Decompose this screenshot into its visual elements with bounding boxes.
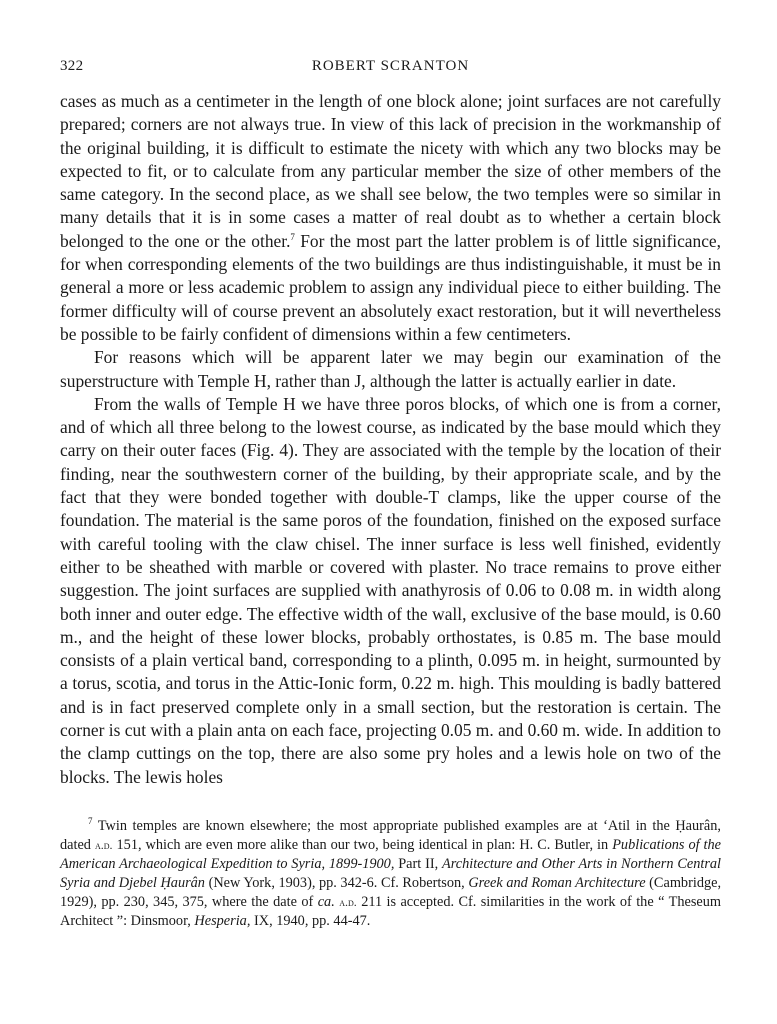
cited-title-architecture: Architecture and Other Arts in Northern Central Syria and Djebel Ḥaurân <box>60 855 722 891</box>
footnote-text-7: IX, 1940, pp. 44-47. <box>254 912 371 929</box>
era-abbreviation: a.d. <box>94 837 113 852</box>
paragraph-2: For reasons which will be apparent later we may begin our examination of the superstructure with Temple H, rather than J, although the latter is actually earlier in date. <box>60 347 721 391</box>
paragraph-1-continuation: For the most part the latter problem is of little significance, for when corresponding elements of the two buildings are thus indistinguishable, it must be in general a more or less academic problem to assign any individual piece to either building. The former difficulty will of course prevent an absolutely exact restoration, but it will nevertheless be possible to be fairly confident of dimensions within a few centimeters. <box>60 230 721 344</box>
cited-journal: Hesperia, <box>194 912 251 929</box>
footnote-text-6: 211 is accepted. Cf. similarities in the work of the “ Theseum Architect ”: Dinsmoor, <box>60 893 721 929</box>
footnote-text-4: (New York, 1903), pp. 342-6. Cf. Robertson, <box>208 874 465 891</box>
page <box>60 58 721 931</box>
running-head <box>60 58 721 84</box>
paragraph-3: From the walls of Temple H we have three poros blocks, of which one is from a corner, and of which all three belong to the lowest course, as indicated by the base mould which they carry on their outer faces (Fig. 4). They are associated with the temple by the location of their finding, near the southwestern corner of the building, by their appropriate scale, and by the fact that they were bonded together with double-T clamps, like the upper course of the foundation. The material is the same poros of the foundation, finished on the exposed surface with careful tooling with the claw chisel. The inner surface is less well finished, evidently either to be sheathed with marble or covered with plaster. No trace remains to prove either suggestion. The joint surfaces are supplied with anathyrosis of 0.06 to 0.08 m. in width along both inner and outer edge. The effective width of the wall, exclusive of the base mould, is 0.60 m., and the height of these lower blocks, probably orthostates, is 0.85 m. The base mould consists of a plain vertical band, corresponding to a plinth, 0.095 m. in height, surmounted by a torus, scotia, and torus in the Attic-Ionic form, 0.22 m. high. This moulding is badly battered and is in fact preserved complete only in a small section, but the restoration is certain. The corner is cut with a plain anta on each face, projecting 0.05 m. and 0.60 m. wide. In addition to the clamp cuttings on the top, there are also some pry holes and a lewis hole on two of the blocks. The lewis holes <box>60 393 721 787</box>
circa-abbreviation: ca. <box>317 893 335 910</box>
footnote-text-3: Part II, <box>398 855 439 872</box>
cited-title-greek-roman: Greek and Roman Architecture <box>468 874 646 891</box>
paragraph-1 <box>60 90 721 346</box>
footnote-7 <box>60 817 721 931</box>
footnote-reference: 7 <box>290 231 295 242</box>
page-number: 322 <box>60 58 84 74</box>
footnote-text-2: 151, which are even more alike than our two, being identical in plan: H. C. Butler, in <box>116 836 609 853</box>
footnotes <box>60 817 721 931</box>
footnote-text-1: Twin temples are known elsewhere; the most appropriate published examples are at ‘Atil in the Ḥaurân, dated <box>60 817 722 853</box>
paragraph-1-text: cases as much as a centimeter in the length of one block alone; joint surfaces are not carefully prepared; corners are not always true. In view of this lack of precision in the workmanship of the original building, it is difficult to estimate the nicety with which any two blocks may be expected to fit, or to calculate from any particular member the size of other members of the same category. In the second place, as we shall see below, the two temples were so similar in many details that it is in some cases a matter of real doubt as to whether a certain block belonged to the one or the other. <box>60 91 721 251</box>
era-abbreviation: a.d. <box>339 894 357 909</box>
footnote-text-5: (Cambridge, 1929), pp. 230, 345, 375, where the date of <box>60 874 722 910</box>
footnote-marker: 7 <box>88 816 93 827</box>
cited-title-publications: Publications of the American Archaeological Expedition to Syria, 1899-1900, <box>60 836 722 872</box>
running-title: ROBERT SCRANTON <box>311 58 470 74</box>
body-text <box>60 90 721 789</box>
